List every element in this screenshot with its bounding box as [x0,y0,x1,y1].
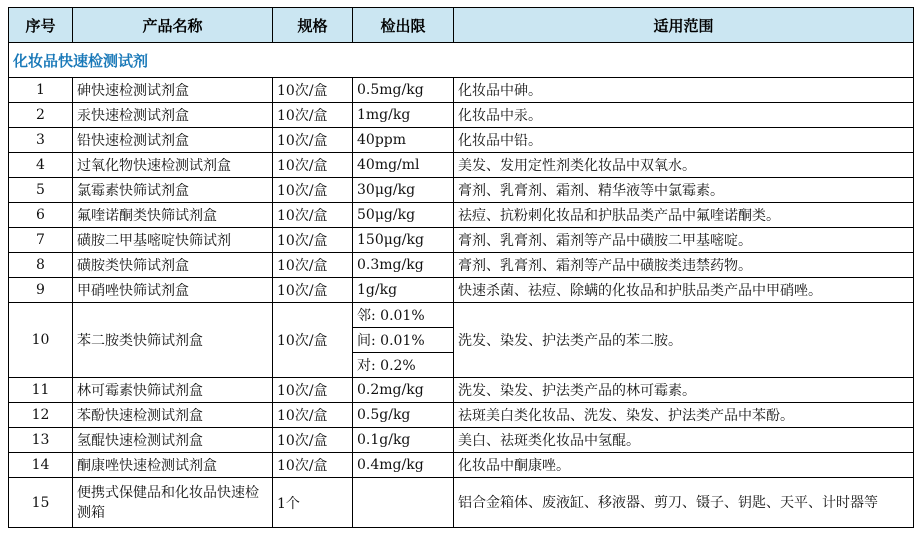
header-limit: 检出限 [353,8,454,43]
cell-no: 13 [9,428,73,453]
cell-limit: 1g/kg [353,278,454,303]
cell-name: 苯酚快速检测试剂盒 [73,403,273,428]
table-row [9,103,914,128]
table-row [9,228,914,253]
cell-limit: 150μg/kg [353,228,454,253]
product-table [8,7,914,528]
header-name: 产品名称 [73,8,273,43]
cell-spec: 10次/盒 [273,153,353,178]
cell-name: 汞快速检测试剂盒 [73,103,273,128]
cell-name: 便携式保健品和化妆品快速检测箱 [73,478,273,528]
cell-scope: 美白、祛斑类化妆品中氢醌。 [454,428,914,453]
cell-name: 磺胺二甲基嘧啶快筛试剂 [73,228,273,253]
table-row [9,453,914,478]
cell-name: 铅快速检测试剂盒 [73,128,273,153]
cell-name: 磺胺类快筛试剂盒 [73,253,273,278]
header-scope: 适用范围 [454,8,914,43]
cell-spec: 10次/盒 [273,203,353,228]
cell-no: 3 [9,128,73,153]
cell-name: 苯二胺类快筛试剂盒 [73,303,273,378]
cell-limit: 40ppm [353,128,454,153]
table-row [9,303,914,328]
cell-name: 砷快速检测试剂盒 [73,78,273,103]
cell-no: 7 [9,228,73,253]
table-row [9,153,914,178]
cell-scope: 化妆品中汞。 [454,103,914,128]
cell-limit: 30μg/kg [353,178,454,203]
section-row [9,43,914,78]
cell-spec: 10次/盒 [273,378,353,403]
cell-no: 8 [9,253,73,278]
cell-scope: 洗发、染发、护法类产品的林可霉素。 [454,378,914,403]
cell-scope: 化妆品中铅。 [454,128,914,153]
cell-spec: 10次/盒 [273,253,353,278]
cell-spec: 1个 [273,478,353,528]
cell-scope: 化妆品中酮康唑。 [454,453,914,478]
cell-spec: 10次/盒 [273,428,353,453]
cell-spec: 10次/盒 [273,278,353,303]
cell-name: 氟喹诺酮类快筛试剂盒 [73,203,273,228]
cell-limit [353,478,454,528]
cell-scope: 祛痘、抗粉刺化妆品和护肤品类产品中氟喹诺酮类。 [454,203,914,228]
cell-no: 10 [9,303,73,378]
cell-scope: 美发、发用定性剂类化妆品中双氧水。 [454,153,914,178]
header-spec: 规格 [273,8,353,43]
cell-no: 1 [9,78,73,103]
cell-scope: 铝合金箱体、废液缸、移液器、剪刀、镊子、钥匙、天平、计时器等 [454,478,914,528]
cell-no: 4 [9,153,73,178]
cell-scope: 化妆品中砷。 [454,78,914,103]
cell-limit: 0.3mg/kg [353,253,454,278]
cell-scope: 膏剂、乳膏剂、霜剂等产品中磺胺类违禁药物。 [454,253,914,278]
section-title: 化妆品快速检测试剂 [9,43,914,78]
cell-name: 氯霉素快筛试剂盒 [73,178,273,203]
table-row [9,78,914,103]
cell-no: 14 [9,453,73,478]
cell-no: 11 [9,378,73,403]
cell-name: 氢醌快速检测试剂盒 [73,428,273,453]
cell-no: 9 [9,278,73,303]
cell-no: 5 [9,178,73,203]
cell-name: 甲硝唑快筛试剂盒 [73,278,273,303]
cell-spec: 10次/盒 [273,228,353,253]
cell-spec: 10次/盒 [273,303,353,378]
cell-spec: 10次/盒 [273,103,353,128]
cell-spec: 10次/盒 [273,453,353,478]
cell-no: 12 [9,403,73,428]
table-row [9,203,914,228]
cell-name: 过氧化物快速检测试剂盒 [73,153,273,178]
header-row [9,8,914,43]
cell-limit: 邻: 0.01% [353,303,454,328]
cell-limit: 间: 0.01% [353,328,454,353]
cell-name: 酮康唑快速检测试剂盒 [73,453,273,478]
cell-limit: 0.5mg/kg [353,78,454,103]
cell-limit: 50μg/kg [353,203,454,228]
cell-no: 15 [9,478,73,528]
table-row [9,178,914,203]
cell-scope: 膏剂、乳膏剂、霜剂等产品中磺胺二甲基嘧啶。 [454,228,914,253]
table-row [9,478,914,528]
cell-limit: 1mg/kg [353,103,454,128]
cell-spec: 10次/盒 [273,178,353,203]
table-row [9,128,914,153]
cell-scope: 膏剂、乳膏剂、霜剂、精华液等中氯霉素。 [454,178,914,203]
cell-scope: 洗发、染发、护法类产品的苯二胺。 [454,303,914,378]
cell-scope: 祛斑美白类化妆品、洗发、染发、护法类产品中苯酚。 [454,403,914,428]
cell-limit: 0.2mg/kg [353,378,454,403]
cell-limit: 对: 0.2% [353,353,454,378]
table-row [9,403,914,428]
table-row [9,378,914,403]
cell-spec: 10次/盒 [273,403,353,428]
cell-limit: 0.1g/kg [353,428,454,453]
cell-no: 6 [9,203,73,228]
cell-name: 林可霉素快筛试剂盒 [73,378,273,403]
table-row [9,278,914,303]
table-row [9,428,914,453]
cell-limit: 0.4mg/kg [353,453,454,478]
cell-no: 2 [9,103,73,128]
cell-spec: 10次/盒 [273,128,353,153]
cell-spec: 10次/盒 [273,78,353,103]
cell-scope: 快速杀菌、祛痘、除螨的化妆品和护肤品类产品中甲硝唑。 [454,278,914,303]
cell-limit: 0.5g/kg [353,403,454,428]
table-row [9,253,914,278]
header-no: 序号 [9,8,73,43]
cell-limit: 40mg/ml [353,153,454,178]
